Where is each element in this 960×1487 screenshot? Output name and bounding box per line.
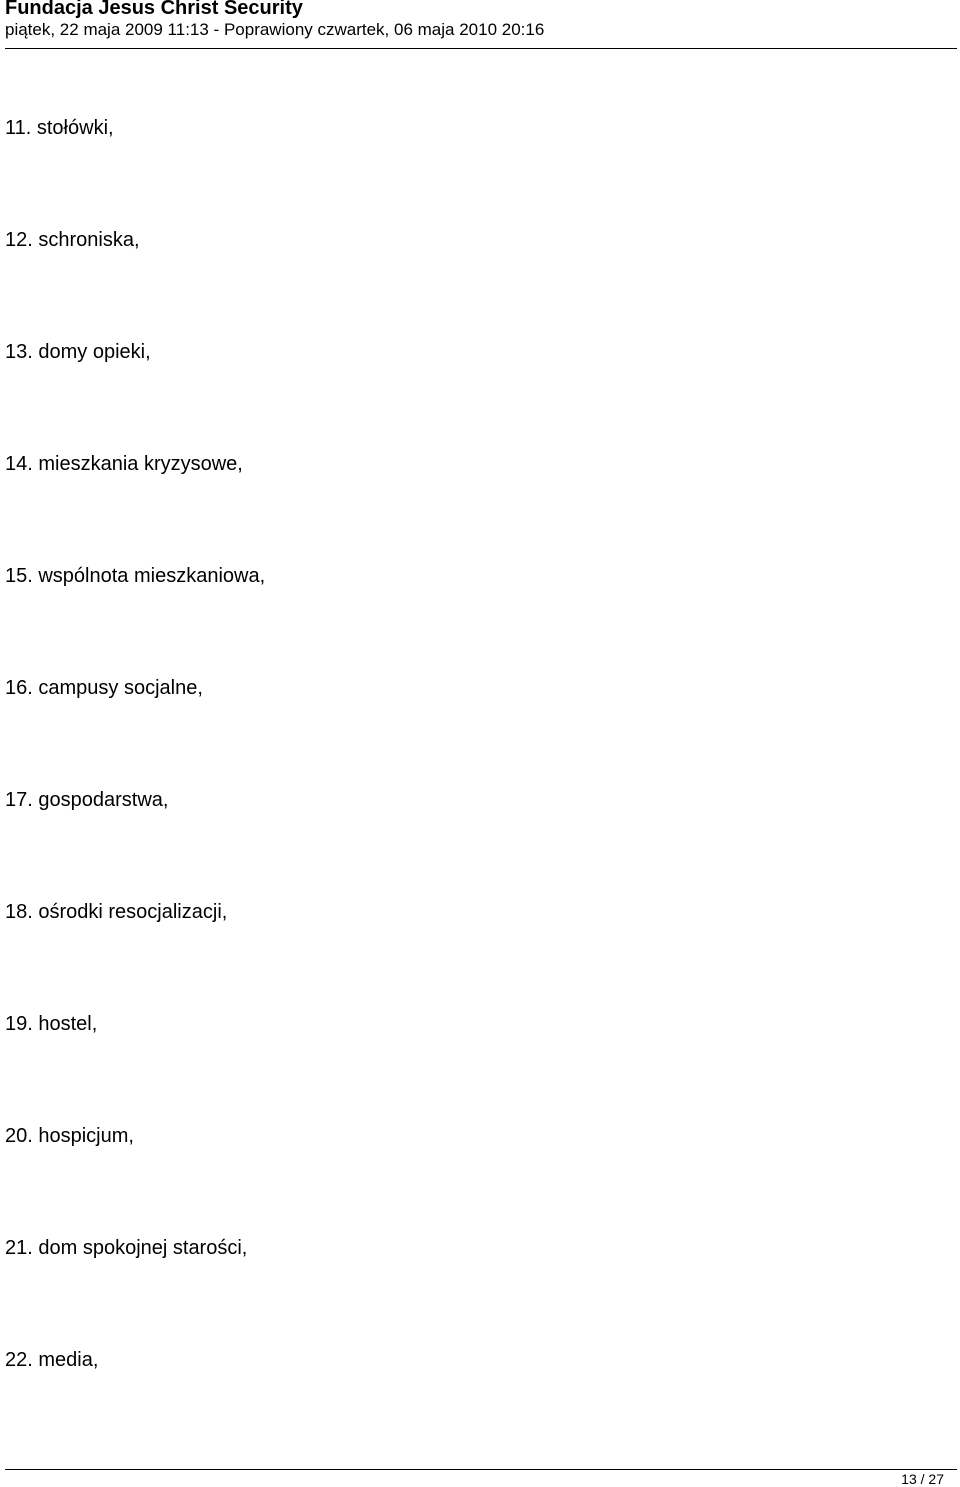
list-item: 16. campusy socjalne, [5, 677, 203, 699]
list-item: 11. stołówki, [5, 117, 114, 139]
list-item: 22. media, [5, 1349, 99, 1371]
list-item: 18. ośrodki resocjalizacji, [5, 901, 228, 923]
header-divider [5, 48, 957, 49]
list-item: 21. dom spokojnej starości, [5, 1237, 248, 1259]
document-header [5, 0, 957, 41]
document-title: Fundacja Jesus Christ Security [5, 0, 303, 19]
footer-divider [5, 1469, 957, 1470]
list-item: 15. wspólnota mieszkaniowa, [5, 565, 266, 587]
list-item: 17. gospodarstwa, [5, 789, 169, 811]
page-number: 13 / 27 [901, 1471, 944, 1487]
list-item: 14. mieszkania kryzysowe, [5, 453, 243, 475]
list-item: 20. hospicjum, [5, 1125, 134, 1147]
document-meta: piątek, 22 maja 2009 11:13 - Poprawiony czwartek, 06 maja 2010 20:16 [5, 20, 545, 39]
list-item: 19. hostel, [5, 1013, 98, 1035]
list-item: 13. domy opieki, [5, 341, 151, 363]
list-item: 12. schroniska, [5, 229, 140, 251]
